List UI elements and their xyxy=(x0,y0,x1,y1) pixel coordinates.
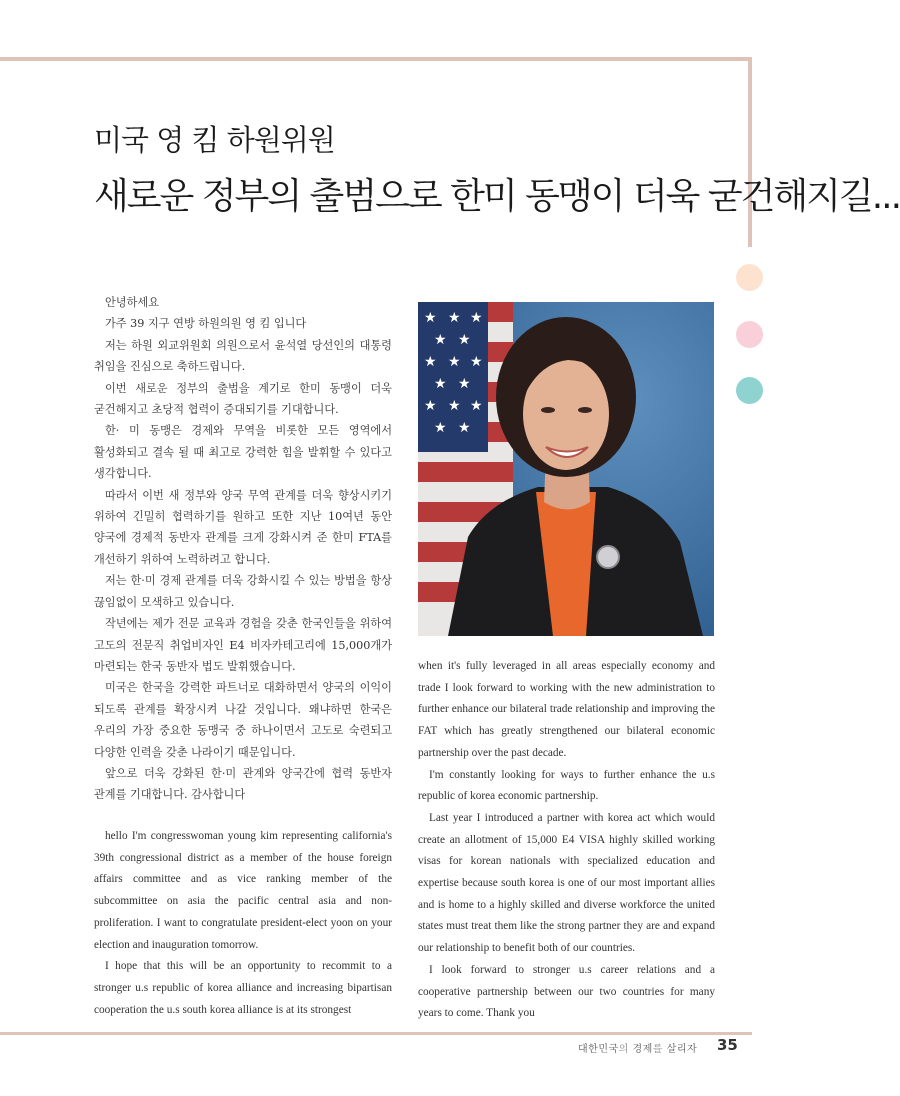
footer-slogan xyxy=(578,1040,697,1055)
footer-slogan-part: 를 xyxy=(652,1044,667,1055)
brooch-icon xyxy=(597,546,619,568)
page-number: 35 xyxy=(717,1036,738,1054)
korean-paragraph: 안녕하세요 xyxy=(105,296,160,309)
english-text-column-right xyxy=(418,656,715,1025)
peach-circle-icon xyxy=(736,264,763,291)
svg-text:★: ★ xyxy=(458,420,471,436)
korean-paragraph: 저는 하원 외교위원회 의원으로서 윤석열 당선인의 대통령 취임을 진심으로 축하드립니다. xyxy=(94,338,392,374)
english-paragraph: hello I'm congresswoman young kim representing california's 39th congressional district as a member of the house foreign affairs committee and as vice ranking member of the subcommittee on asia the pacific central asia and non-proliferation. I want to congratulate president-elect yoon on your election and inauguration tomorrow. xyxy=(94,830,392,951)
korean-paragraph: 한· 미 동맹은 경제와 무역을 비롯한 모든 영역에서 활성화되고 결속 될 때 최고로 강력한 힘을 발휘할 수 있다고 생각합니다. xyxy=(94,424,392,481)
svg-text:★: ★ xyxy=(424,354,437,370)
svg-text:★: ★ xyxy=(470,354,483,370)
english-paragraph: Last year I introduced a partner with korea act which would create an allotment of 15,000 E4 VISA highly skilled working visas for korean nationals with specialized education and expertise because south korea is one of our most important allies and is home to a highly skilled and diverse workforce the united states must treat them like the strong partner they are and expand our relationship to benefit both of our countries. xyxy=(418,811,715,955)
pink-circle-icon xyxy=(736,321,763,348)
english-paragraph: when it's fully leveraged in all areas especially economy and trade I look forward to working with the new administration to further enhance our bilateral trade relationship and improving the FAT which has greatly strengthened our bilateral economic partnership over the past decade. xyxy=(418,660,715,759)
svg-text:★: ★ xyxy=(448,398,461,414)
article-kicker: 미국 영 킴 하원위원 xyxy=(94,123,335,157)
korean-paragraph: 작년에는 제가 전문 교육과 경험을 갖춘 한국인들을 위하여 고도의 전문직 취업비자인 E4 비자카테고리에 15,000개가 마련되는 한국 동반자 법도 발휘했습니다. xyxy=(94,617,392,673)
footer-slogan-part: 경제 xyxy=(632,1044,653,1055)
svg-text:★: ★ xyxy=(434,376,447,392)
svg-text:★: ★ xyxy=(448,310,461,326)
svg-text:★: ★ xyxy=(470,398,483,414)
korean-text-column xyxy=(94,292,392,806)
svg-text:★: ★ xyxy=(458,376,471,392)
frame-top-border xyxy=(0,57,752,61)
english-paragraph: I'm constantly looking for ways to further enhance the u.s republic of korea economic partnership. xyxy=(418,768,715,803)
svg-text:★: ★ xyxy=(424,398,437,414)
english-paragraph: I look forward to stronger u.s career relations and a cooperative partnership between our two countries for many years to come. Thank you xyxy=(418,963,715,1020)
english-text-column-left xyxy=(94,826,392,1021)
korean-paragraph: 가주 39 지구 연방 하원의원 영 킴 입니다 xyxy=(105,317,307,331)
svg-text:★: ★ xyxy=(434,332,447,348)
svg-text:★: ★ xyxy=(458,332,471,348)
footer-slogan-part: 대한민국 xyxy=(578,1044,619,1055)
svg-text:★: ★ xyxy=(470,310,483,326)
korean-paragraph: 앞으로 더욱 강화된 한·미 관계와 양국간에 협력 동반자 관계를 기대합니다. 감사합니다 xyxy=(94,766,392,802)
korean-paragraph: 미국은 한국을 강력한 파트너로 대화하면서 양국의 이익이 되도록 관계를 확장시켜 나갈 것입니다. 왜냐하면 한국은 우리의 가장 중요한 동맹국 중 하나이면서 고도로 숙련되고 다양한 인력을 갖춘 나라이기 때문입니다. xyxy=(94,681,392,759)
korean-paragraph: 저는 한·미 경제 관계를 더욱 강화시킬 수 있는 방법을 항상 끊임없이 모색하고 있습니다. xyxy=(94,574,392,609)
article-title: 새로운 정부의 출범으로 한미 동맹이 더욱 굳건해지길... xyxy=(94,176,900,217)
portrait-photo xyxy=(418,302,714,636)
footer-slogan-part: 살리자 xyxy=(666,1044,698,1055)
frame-bottom-border xyxy=(0,1032,752,1035)
svg-text:★: ★ xyxy=(424,310,437,326)
svg-text:★: ★ xyxy=(434,420,447,436)
svg-text:★: ★ xyxy=(448,354,461,370)
footer-slogan-part: 의 xyxy=(618,1044,633,1055)
teal-circle-icon xyxy=(736,377,763,404)
english-paragraph: I hope that this will be an opportunity to recommit to a stronger u.s republic of korea alliance and increasing bipartisan cooperation the u.s south korea alliance is at its strongest xyxy=(94,960,392,1016)
korean-paragraph: 이번 새로운 정부의 출범을 계기로 한미 동맹이 더욱 굳건해지고 초당적 협력이 증대되기를 기대합니다. xyxy=(94,381,392,417)
korean-paragraph: 따라서 이번 새 정부와 양국 무역 관계를 더욱 향상시키기 위하여 긴밀히 협력하기를 원하고 또한 지난 10여년 동안 양국에 경제적 동반자 관계를 크게 강화시켜 준 한미 FTA를 개선하기 위하여 노력하려고 합니다. xyxy=(94,488,392,566)
